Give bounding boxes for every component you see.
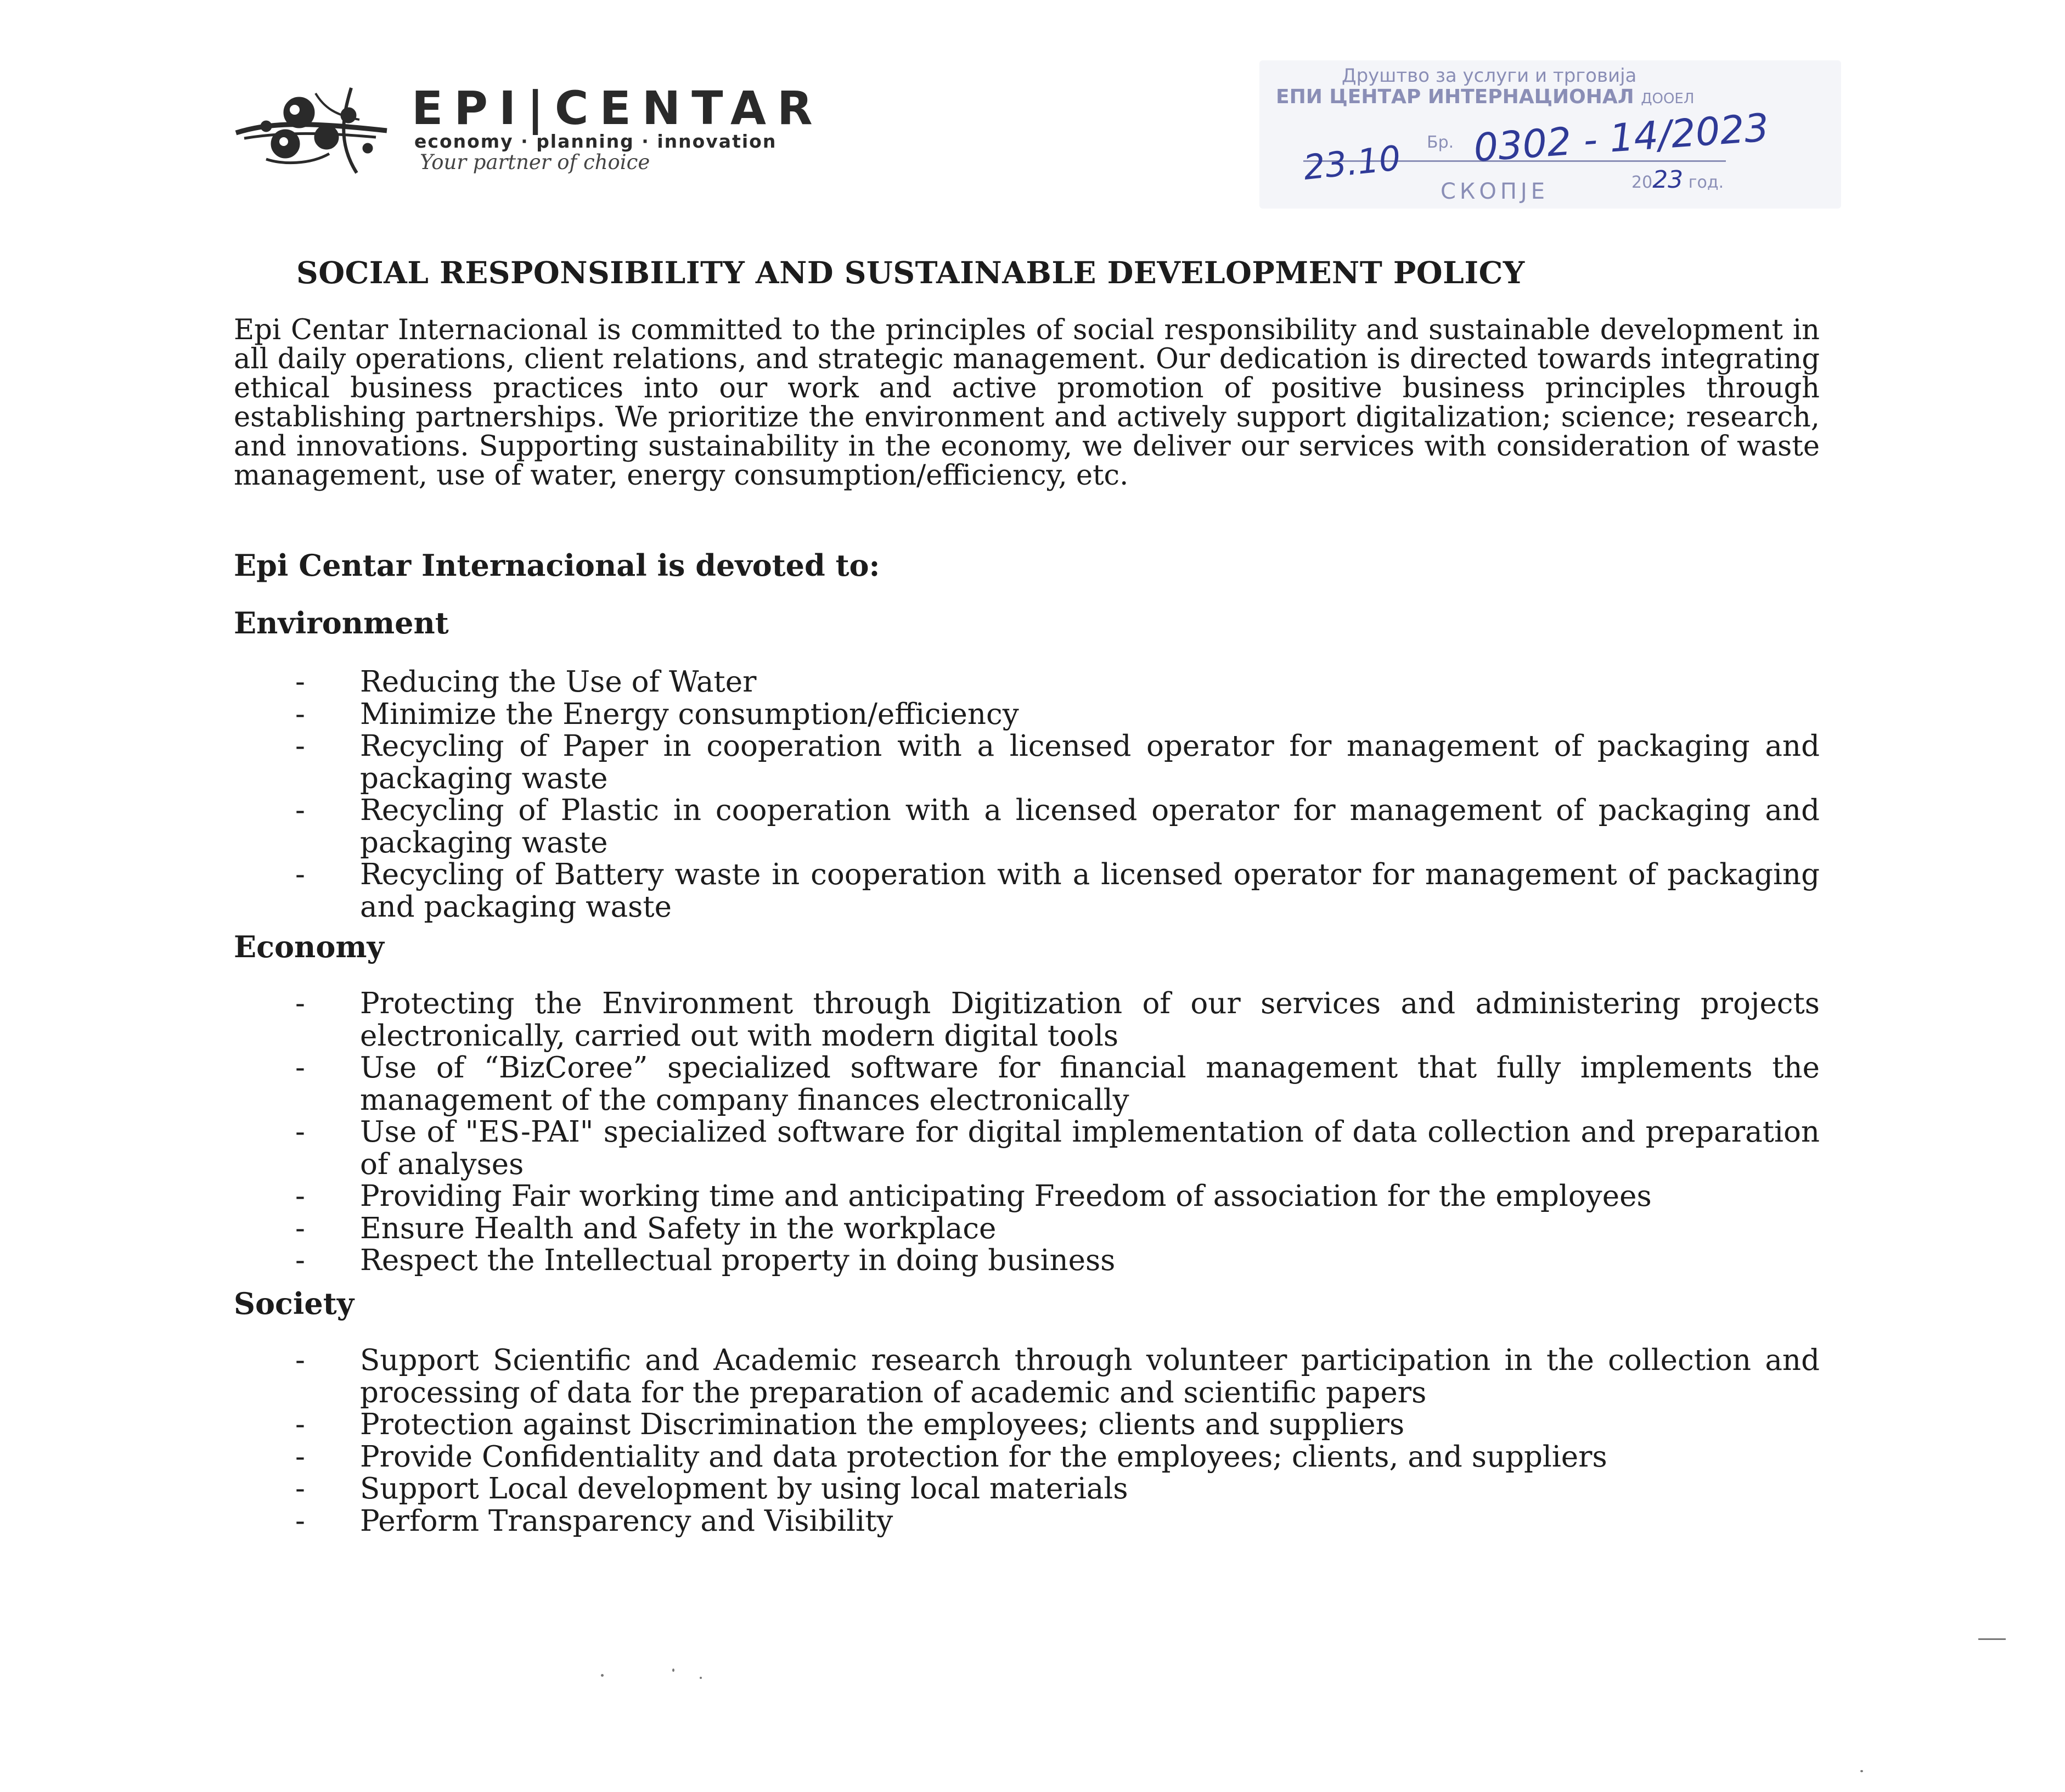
list-bullet: - xyxy=(295,697,305,731)
devoted-heading: Epi Centar Internacional is devoted to: xyxy=(234,548,880,583)
stamp-handwritten-year: 23 xyxy=(1652,166,1684,194)
economy-list xyxy=(0,988,1820,1277)
stamp-company-name xyxy=(1276,86,1694,108)
stamp-company-suffix: ДООЕЛ xyxy=(1641,91,1695,107)
list-item-text: Use of "ES-PAI" specialized software for digital implementation of data collection and preparation of analyses xyxy=(360,1115,1820,1181)
stamp-year-label xyxy=(1631,166,1724,194)
list-item xyxy=(0,731,1820,795)
scan-speck xyxy=(672,1669,674,1672)
stamp-handwritten-date: 23.10 xyxy=(1301,137,1403,188)
list-bullet: - xyxy=(295,729,305,763)
intro-paragraph: Epi Centar Internacional is committed to the principles of social responsibility and sustainable development in all daily operations, client relations, and strategic management. Our dedication is directed towards integrating ethical business practices into our work and active promotion of positive business principles through establishing partnerships. We prioritize the environment and actively support digitalization; science; research, and innovations. Supporting sustainability in the economy, we deliver our services with consideration of waste management, use of water, energy consumption/efficiency, etc. xyxy=(234,314,1820,492)
list-item xyxy=(0,699,1820,731)
stamp-number-label: Бр. xyxy=(1427,133,1454,152)
list-item-text: Respect the Intellectual property in doing business xyxy=(360,1244,1116,1277)
logo-wordmark: EPI|CENTAR xyxy=(412,81,824,135)
logo-emblem-icon xyxy=(233,82,392,176)
stamp-year-prefix: 20 xyxy=(1631,173,1653,192)
list-item xyxy=(0,666,1820,699)
stamp-company-type: Друштво за услуги и трговија xyxy=(1342,65,1637,87)
list-bullet: - xyxy=(295,1211,305,1245)
list-item-text: Protecting the Environment through Digitization of our services and administering projects electronically, carried out with modern digital tools xyxy=(360,987,1820,1053)
list-item-text: Reducing the Use of Water xyxy=(360,665,757,699)
list-bullet: - xyxy=(295,987,305,1020)
list-item-text: Perform Transparency and Visibility xyxy=(360,1504,893,1538)
stamp-year-suffix: год. xyxy=(1688,173,1724,192)
list-item-text: Support Scientific and Academic research through volunteer participation in the collection and processing of data for the preparation of academic and scientific papers xyxy=(360,1344,1820,1409)
section-heading-society: Society xyxy=(234,1286,355,1321)
logo-tagline: economy · planning · innovation xyxy=(414,131,777,152)
registration-stamp xyxy=(1259,60,1841,209)
list-item xyxy=(0,1473,1820,1505)
list-item xyxy=(0,988,1820,1052)
stamp-city: СКОПЈЕ xyxy=(1441,179,1549,204)
list-item-text: Use of “BizCoree” specialized software for financial management that fully implements the management of the company finances electronically xyxy=(360,1051,1820,1117)
list-item-text: Provide Confidentiality and data protection for the employees; clients, and suppliers xyxy=(360,1440,1607,1474)
list-bullet: - xyxy=(295,1344,305,1377)
list-bullet: - xyxy=(295,1115,305,1149)
list-bullet: - xyxy=(295,1244,305,1277)
list-item-text: Ensure Health and Safety in the workplace xyxy=(360,1211,997,1245)
list-bullet: - xyxy=(295,794,305,827)
list-item xyxy=(0,859,1820,923)
scan-speck xyxy=(1860,1770,1863,1772)
list-bullet: - xyxy=(295,1440,305,1474)
list-item xyxy=(0,1181,1820,1213)
environment-list xyxy=(0,666,1820,923)
section-heading-environment: Environment xyxy=(234,605,449,641)
scan-speck xyxy=(601,1674,604,1677)
list-bullet: - xyxy=(295,1179,305,1213)
list-item-text: Recycling of Paper in cooperation with a licensed operator for management of packaging and packaging waste xyxy=(360,729,1820,795)
list-item-text: Recycling of Battery waste in cooperation with a licensed operator for management of packaging and packaging waste xyxy=(360,858,1820,924)
list-bullet: - xyxy=(295,1472,305,1505)
scan-speck xyxy=(700,1677,702,1679)
list-bullet: - xyxy=(295,1408,305,1441)
company-logo xyxy=(233,82,859,176)
list-item xyxy=(0,1213,1820,1245)
section-heading-economy: Economy xyxy=(234,929,384,964)
list-item xyxy=(0,1345,1820,1409)
page-title: SOCIAL RESPONSIBILITY AND SUSTAINABLE DEVELOPMENT POLICY xyxy=(296,255,1525,290)
list-item-text: Recycling of Plastic in cooperation with a licensed operator for management of packaging and packaging waste xyxy=(360,794,1820,860)
list-bullet: - xyxy=(295,1504,305,1538)
list-item xyxy=(0,1441,1820,1474)
list-item-text: Minimize the Energy consumption/efficiency xyxy=(360,697,1019,731)
scan-speck xyxy=(1978,1638,2006,1640)
list-item-text: Protection against Discrimination the employees; clients and suppliers xyxy=(360,1408,1405,1441)
list-bullet: - xyxy=(295,858,305,891)
list-item xyxy=(0,795,1820,859)
list-item xyxy=(0,1245,1820,1277)
list-item xyxy=(0,1052,1820,1116)
society-list xyxy=(0,1345,1820,1537)
list-bullet: - xyxy=(295,1051,305,1085)
list-bullet: - xyxy=(295,665,305,699)
list-item-text: Providing Fair working time and anticipating Freedom of association for the employees xyxy=(360,1179,1652,1213)
stamp-handwritten-number: 0302 - 14/2023 xyxy=(1472,105,1770,171)
list-item-text: Support Local development by using local materials xyxy=(360,1472,1128,1505)
logo-slogan: Your partner of choice xyxy=(420,150,650,174)
list-item xyxy=(0,1409,1820,1441)
list-item xyxy=(0,1116,1820,1181)
list-item xyxy=(0,1505,1820,1538)
stamp-company-name-text: ЕПИ ЦЕНТАР ИНТЕРНАЦИОНАЛ xyxy=(1276,86,1634,108)
